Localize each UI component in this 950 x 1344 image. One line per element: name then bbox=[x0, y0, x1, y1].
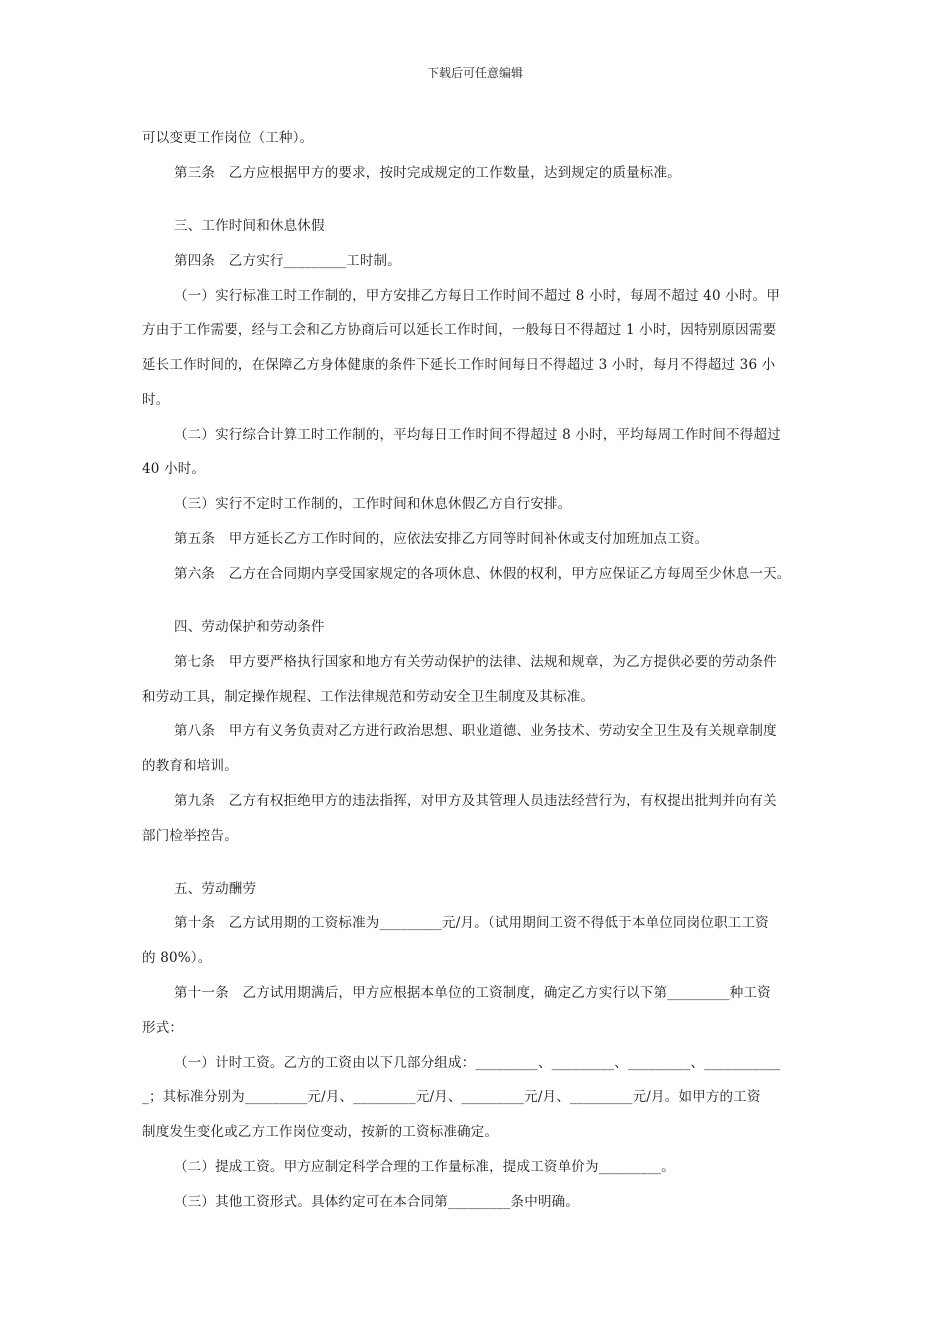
paragraph-line: 的教育和培训。 bbox=[142, 758, 238, 774]
paragraph-line: _；其标准分别为_________元/月、_________元/月、_________元/月、_________元/月。如甲方的工资 bbox=[142, 1089, 761, 1105]
paragraph-line: 可以变更工作岗位（工种）。 bbox=[142, 130, 314, 146]
paragraph-line: 和劳动工具，制定操作规程、工作法律规范和劳动安全卫生制度及其标准。 bbox=[142, 689, 595, 705]
paragraph-line: 的 80%）。 bbox=[142, 950, 212, 966]
paragraph-line: （一）实行标准工时工作制的，甲方安排乙方每日工作时间不超过 8 小时，每周不超过 40 小时。甲 bbox=[174, 288, 781, 304]
article-11: 第十一条 乙方试用期满后，甲方应根据本单位的工资制度，确定乙方实行以下第_________种工资 bbox=[174, 985, 771, 1001]
paragraph-line: 部门检举控告。 bbox=[142, 828, 238, 844]
paragraph-line: 方由于工作需要，经与工会和乙方协商后可以延长工作时间，一般每日不得超过 1 小时，因特别原因需要 bbox=[142, 322, 777, 338]
page-header: 下载后可任意编辑 bbox=[426, 66, 523, 80]
article-5: 第五条 甲方延长乙方工作时间的，应依法安排乙方同等时间补休或支付加班加点工资。 bbox=[174, 531, 709, 547]
article-4: 第四条 乙方实行_________工时制。 bbox=[174, 253, 401, 269]
paragraph-line: 40 小时。 bbox=[142, 461, 206, 477]
article-8: 第八条 甲方有义务负责对乙方进行政治思想、职业道德、业务技术、劳动安全卫生及有关规章制度 bbox=[174, 723, 777, 739]
paragraph-line: （三）其他工资形式。具体约定可在本合同第_________条中明确。 bbox=[174, 1194, 580, 1210]
article-10: 第十条 乙方试用期的工资标准为_________元/月。（试用期间工资不得低于本单位同岗位职工工资 bbox=[174, 915, 769, 931]
article-7: 第七条 甲方要严格执行国家和地方有关劳动保护的法律、法规和规章，为乙方提供必要的劳动条件 bbox=[174, 654, 777, 670]
paragraph-line: （三）实行不定时工作制的，工作时间和休息休假乙方自行安排。 bbox=[174, 496, 572, 512]
article-9: 第九条 乙方有权拒绝甲方的违法指挥，对甲方及其管理人员违法经营行为，有权提出批判并向有关 bbox=[174, 793, 777, 809]
section-heading-5: 五、劳动酬劳 bbox=[174, 881, 257, 897]
paragraph-line: 制度发生变化或乙方工作岗位变动，按新的工资标准确定。 bbox=[142, 1124, 499, 1140]
paragraph-line: （二）实行综合计算工时工作制的，平均每日工作时间不得超过 8 小时，平均每周工作时间不得超过 bbox=[174, 427, 781, 443]
article-6: 第六条 乙方在合同期内享受国家规定的各项休息、休假的权利，甲方应保证乙方每周至少休息一天。 bbox=[174, 566, 791, 582]
paragraph-line: （一）计时工资。乙方的工资由以下几部分组成：_________、_________、_________、___________ bbox=[174, 1055, 781, 1071]
paragraph-line: 形式： bbox=[142, 1020, 184, 1036]
paragraph-line: （二）提成工资。甲方应制定科学合理的工作量标准，提成工资单价为_________。 bbox=[174, 1159, 675, 1175]
article-3: 第三条 乙方应根据甲方的要求，按时完成规定的工作数量，达到规定的质量标准。 bbox=[174, 165, 681, 181]
section-heading-3: 三、工作时间和休息休假 bbox=[174, 218, 325, 234]
paragraph-line: 延长工作时间的，在保障乙方身体健康的条件下延长工作时间每日不得超过 3 小时，每月不得超过 36 小 bbox=[142, 357, 776, 373]
section-heading-4: 四、劳动保护和劳动条件 bbox=[174, 619, 325, 635]
paragraph-line: 时。 bbox=[142, 392, 170, 408]
